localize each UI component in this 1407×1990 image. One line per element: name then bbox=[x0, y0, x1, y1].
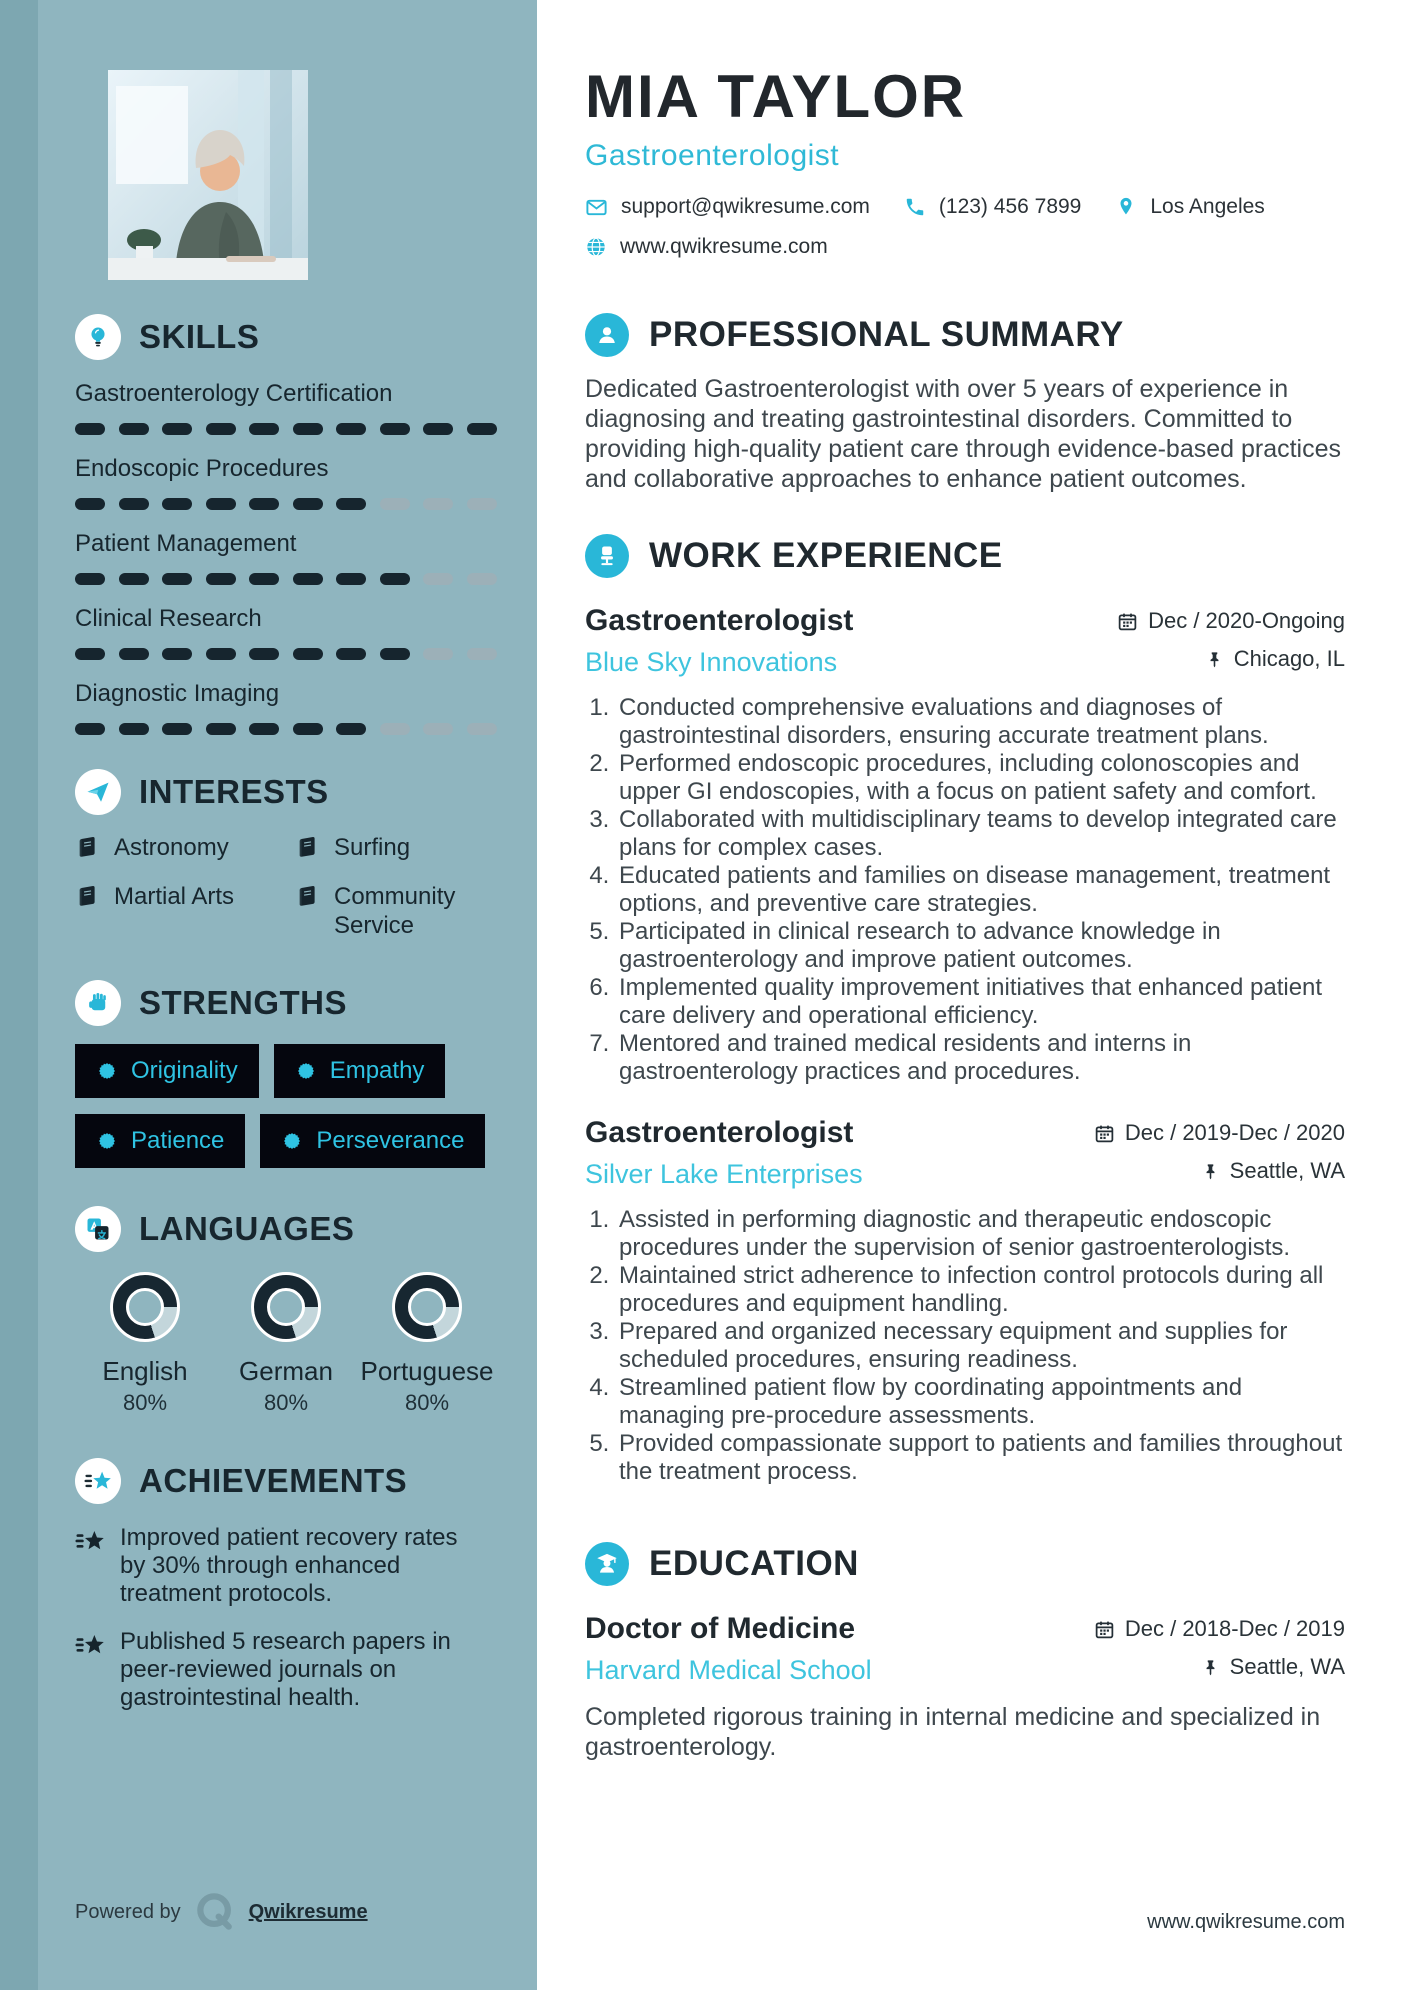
achievement-item: Published 5 research papers in peer-reviewed journals on gastrointestinal health. bbox=[75, 1628, 497, 1712]
languages-heading: LANGUAGES bbox=[139, 1210, 355, 1247]
left-accent-strip bbox=[0, 0, 38, 1990]
push-pin-icon bbox=[1201, 1162, 1220, 1181]
job-bullet: 1. Conducted comprehensive evaluations and diagnoses of gastrointestinal disorders, ensuring accurate treatment plans. bbox=[616, 694, 1345, 750]
job-dates: Dec / 2019-Dec / 2020 bbox=[1094, 1120, 1345, 1146]
candidate-title: Gastroenterologist bbox=[585, 139, 840, 172]
shooting-star-icon bbox=[75, 1526, 105, 1608]
interests-heading: INTERESTS bbox=[139, 773, 329, 810]
job-bullet: 4. Streamlined patient flow by coordinating appointments and managing pre-procedure assessments. bbox=[616, 1374, 1345, 1430]
skill-level-bar bbox=[75, 723, 497, 735]
work-heading: WORK EXPERIENCE bbox=[649, 536, 1003, 575]
skill-item: Patient Management bbox=[75, 530, 497, 585]
education-location: Seattle, WA bbox=[1201, 1654, 1345, 1680]
skill-item: Gastroenterology Certification bbox=[75, 380, 497, 435]
starburst-icon bbox=[295, 1060, 317, 1082]
strength-pill: Patience bbox=[75, 1114, 245, 1168]
strengths-heading: STRENGTHS bbox=[139, 984, 348, 1021]
education-heading: EDUCATION bbox=[649, 1544, 859, 1583]
shooting-star-icon bbox=[75, 1630, 105, 1712]
degree-title: Doctor of Medicine bbox=[585, 1612, 856, 1645]
job-entry bbox=[585, 1116, 1345, 1486]
achievements-section bbox=[75, 1458, 497, 1712]
education-description: Completed rigorous training in internal medicine and specialized in gastroenterology. bbox=[585, 1703, 1321, 1761]
qwikresume-link[interactable]: Qwikresume bbox=[248, 1900, 368, 1923]
job-location: Seattle, WA bbox=[1201, 1158, 1345, 1184]
job-company: Blue Sky Innovations bbox=[585, 647, 838, 677]
sidebar bbox=[38, 0, 537, 1990]
language-item: German 80% bbox=[216, 1272, 356, 1416]
education-entry bbox=[585, 1612, 1345, 1762]
skill-item: Endoscopic Procedures bbox=[75, 455, 497, 510]
summary-heading: PROFESSIONAL SUMMARY bbox=[649, 315, 1124, 354]
job-company: Silver Lake Enterprises bbox=[585, 1159, 863, 1189]
globe-icon bbox=[585, 236, 607, 258]
job-bullet: 1. Assisted in performing diagnostic and therapeutic endoscopic procedures under the supervision of senior gastroenterologists. bbox=[616, 1206, 1345, 1262]
starburst-icon bbox=[281, 1130, 303, 1152]
interest-item: Astronomy bbox=[75, 833, 295, 862]
language-donut-chart bbox=[110, 1272, 180, 1342]
calendar-icon bbox=[1117, 611, 1138, 632]
languages-section bbox=[75, 1206, 497, 1416]
school-name: Harvard Medical School bbox=[585, 1655, 872, 1685]
education-dates: Dec / 2018-Dec / 2019 bbox=[1094, 1616, 1345, 1642]
person-icon bbox=[585, 313, 629, 357]
fist-icon bbox=[75, 980, 121, 1026]
skill-level-bar bbox=[75, 648, 497, 660]
push-pin-icon bbox=[1201, 1658, 1220, 1677]
language-donut-chart bbox=[392, 1272, 462, 1342]
job-bullet: 7. Mentored and trained medical residents and interns in gastroenterology practices and procedures. bbox=[616, 1030, 1345, 1086]
summary-section bbox=[585, 313, 1345, 494]
job-entry bbox=[585, 604, 1345, 1086]
achievements-heading: ACHIEVEMENTS bbox=[139, 1462, 408, 1499]
job-bullet: 5. Participated in clinical research to advance knowledge in gastroenterology and improve patient outcomes. bbox=[616, 918, 1345, 974]
translate-icon bbox=[75, 1206, 121, 1252]
summary-text: Dedicated Gastroenterologist with over 5 years of experience in diagnosing and treating gastrointestinal disorders. Committed to providing high-quality patient care through evidence-based practices and collaborative approaches to enhance patient outcomes. bbox=[585, 375, 1342, 493]
footer-website: www.qwikresume.com bbox=[1147, 1911, 1345, 1933]
contact-row bbox=[585, 195, 1345, 219]
job-title: Gastroenterologist bbox=[585, 1116, 854, 1149]
strength-pill: Originality bbox=[75, 1044, 259, 1098]
office-chair-icon bbox=[585, 534, 629, 578]
powered-by-label: Powered by bbox=[75, 1900, 181, 1923]
job-bullet: 4. Educated patients and families on disease management, treatment options, and preventive care strategies. bbox=[616, 862, 1345, 918]
starburst-icon bbox=[96, 1060, 118, 1082]
contact-row bbox=[585, 235, 1345, 259]
interest-item: Community Service bbox=[295, 882, 497, 940]
contact-phone: (123) 456 7899 bbox=[904, 195, 1081, 219]
skills-heading: SKILLS bbox=[139, 318, 260, 355]
language-donut-chart bbox=[251, 1272, 321, 1342]
job-bullet: 3. Collaborated with multidisciplinary teams to develop integrated care plans for complex cases. bbox=[616, 806, 1345, 862]
graduate-icon bbox=[585, 1542, 629, 1586]
contact-website: www.qwikresume.com bbox=[585, 235, 828, 259]
achievement-item: Improved patient recovery rates by 30% through enhanced treatment protocols. bbox=[75, 1524, 497, 1608]
job-bullet: 5. Provided compassionate support to patients and families throughout the treatment process. bbox=[616, 1430, 1345, 1486]
job-bullet-list bbox=[585, 1206, 1345, 1486]
map-pin-icon bbox=[1115, 196, 1137, 218]
skill-level-bar bbox=[75, 498, 497, 510]
skill-level-bar bbox=[75, 573, 497, 585]
job-location: Chicago, IL bbox=[1205, 646, 1345, 672]
job-bullet: 3. Prepared and organized necessary equipment and supplies for scheduled procedures, ensuring readiness. bbox=[616, 1318, 1345, 1374]
education-section bbox=[585, 1542, 1345, 1762]
book-icon bbox=[295, 834, 321, 862]
phone-icon bbox=[904, 196, 926, 218]
strength-pill: Perseverance bbox=[260, 1114, 485, 1168]
interest-item: Surfing bbox=[295, 833, 497, 862]
strengths-section bbox=[75, 980, 497, 1168]
language-item: Portuguese 80% bbox=[357, 1272, 497, 1416]
job-title: Gastroenterologist bbox=[585, 604, 854, 637]
job-bullet: 2. Performed endoscopic procedures, including colonoscopies and upper GI endoscopies, with a focus on patient safety and comfort. bbox=[616, 750, 1345, 806]
push-pin-icon bbox=[1205, 650, 1224, 669]
qwikresume-logo-icon bbox=[193, 1890, 237, 1934]
skill-item: Clinical Research bbox=[75, 605, 497, 660]
envelope-icon bbox=[585, 196, 608, 219]
main-column bbox=[537, 0, 1407, 1990]
lightbulb-icon bbox=[75, 314, 121, 360]
language-item: English 80% bbox=[75, 1272, 215, 1416]
profile-photo bbox=[108, 70, 308, 280]
strength-pill: Empathy bbox=[274, 1044, 446, 1098]
job-bullet: 6. Implemented quality improvement initiatives that enhanced patient care delivery and operational efficiency. bbox=[616, 974, 1345, 1030]
contact-location: Los Angeles bbox=[1115, 195, 1264, 219]
work-experience-section bbox=[585, 534, 1345, 1486]
book-icon bbox=[75, 883, 101, 940]
calendar-icon bbox=[1094, 1123, 1115, 1144]
job-bullet: 2. Maintained strict adherence to infection control protocols during all procedures and equipment handling. bbox=[616, 1262, 1345, 1318]
book-icon bbox=[75, 834, 101, 862]
candidate-name: MIA TAYLOR bbox=[585, 63, 967, 130]
contact-email: support@qwikresume.com bbox=[585, 195, 870, 219]
job-dates: Dec / 2020-Ongoing bbox=[1117, 608, 1345, 634]
skill-item: Diagnostic Imaging bbox=[75, 680, 497, 735]
shooting-star-icon bbox=[75, 1458, 121, 1504]
skill-level-bar bbox=[75, 423, 497, 435]
paper-plane-icon bbox=[75, 769, 121, 815]
powered-by bbox=[75, 1890, 368, 1934]
job-bullet-list bbox=[585, 694, 1345, 1086]
skills-section bbox=[75, 314, 497, 735]
interest-item: Martial Arts bbox=[75, 882, 295, 940]
book-icon bbox=[295, 883, 321, 940]
calendar-icon bbox=[1094, 1619, 1115, 1640]
interests-section bbox=[75, 769, 497, 940]
starburst-icon bbox=[96, 1130, 118, 1152]
